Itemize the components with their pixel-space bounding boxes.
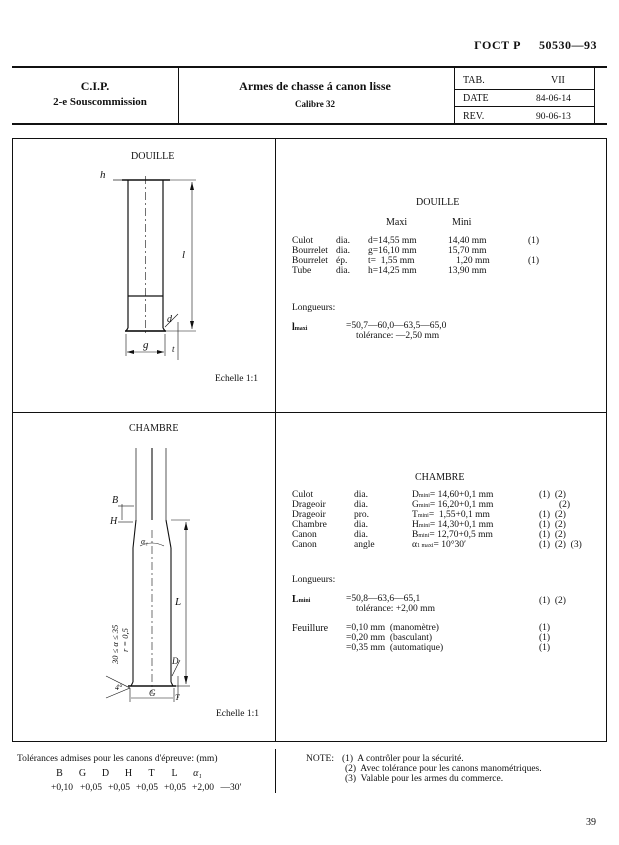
- feuillure-label: Feuillure: [292, 623, 329, 634]
- douille-row: Bourrelet ép. t= 1,55 mm 1,20 mm (1): [292, 256, 540, 266]
- bottom-divider: [275, 749, 276, 793]
- chambre-lmini-symbol: Lmini: [292, 594, 311, 605]
- douille-row: Tube dia. h=14,25 mm 13,90 mm: [292, 266, 487, 276]
- svg-text:4°: 4°: [115, 683, 123, 692]
- chambre-row: Drageoir dia. Gmini= 16,20+0,1 mm (2): [292, 500, 571, 510]
- frame-right: [606, 138, 607, 742]
- dim-h-label: h: [100, 169, 106, 181]
- title-row-rule-2: [455, 106, 595, 107]
- chambre-row: Chambre dia. Hmini= 14,30+0,1 mm (1) (2): [292, 520, 566, 530]
- rev-label: REV.: [463, 111, 485, 122]
- note-1: (1) A contrôler pour la sécurité.: [342, 754, 464, 764]
- chambre-spec-title: CHAMBRE: [415, 472, 465, 483]
- svg-text:H: H: [110, 516, 118, 527]
- tolerances-values: +0,10 +0,05 +0,05 +0,05 +0,05 +2,00 —30′: [51, 783, 242, 793]
- tab-label: TAB.: [463, 75, 485, 86]
- frame-middle: [12, 412, 607, 413]
- douille-longueurs-label: Longueurs:: [292, 303, 336, 313]
- note-2: (2) Avec tolérance pour les canons manométriques.: [345, 764, 542, 774]
- douille-spec-title: DOUILLE: [416, 197, 460, 208]
- tab-value: VII: [551, 75, 565, 86]
- douille-row: Culot dia. d=14,55 mm 14,40 mm (1): [292, 236, 540, 246]
- title-divider-2: [454, 66, 455, 124]
- svg-text:g: g: [143, 339, 149, 351]
- svg-text:T: T: [175, 693, 180, 702]
- douille-lmaxi-value: =50,7—60,0—63,5—65,0: [346, 321, 447, 331]
- frame-divider-bottom: [275, 412, 276, 741]
- org-name: C.I.P.: [80, 79, 110, 93]
- chambre-row: Drageoir pro. Tmini= 1,55+0,1 mm (1) (2): [292, 510, 566, 520]
- svg-text:t: t: [172, 344, 175, 354]
- feuillure-row: =0,20 mm (basculant) (1): [346, 633, 551, 643]
- douille-col-maxi: Maxi: [386, 217, 408, 228]
- chambre-drawing-title: CHAMBRE: [129, 423, 179, 434]
- frame-bottom: [12, 741, 607, 742]
- chambre-row: Culot dia. Dmini= 14,60+0,1 mm (1) (2): [292, 490, 566, 500]
- tolerances-title: Tolérances admises pour les canons d'épreuve: (mm): [17, 754, 218, 764]
- title-divider-3: [594, 66, 595, 124]
- douille-lmaxi-symbol: lmaxi: [292, 322, 308, 333]
- subcommission: 2-e Souscommission: [53, 96, 147, 108]
- douille-drawing: [0, 0, 276, 274]
- feuillure-row: =0,10 mm (manomètre) (1): [346, 623, 551, 633]
- chambre-longueurs-label: Longueurs:: [292, 575, 336, 585]
- svg-text:l: l: [182, 249, 186, 261]
- doc-subtitle: Calibre 32: [294, 99, 336, 109]
- chambre-scale: Echelle 1:1: [216, 709, 259, 719]
- svg-text:G: G: [149, 688, 156, 698]
- chambre-row: Canon angle α1 maxi= 10°30′ (1) (2) (3): [292, 540, 582, 550]
- douille-drawing-title: DOUILLE: [131, 151, 175, 162]
- rev-value: 90-06-13: [536, 112, 571, 122]
- svg-text:α₁: α₁: [141, 537, 148, 546]
- svg-text:L: L: [175, 596, 182, 608]
- chambre-lmini-value: =50,8—63,6—65,1: [346, 594, 421, 604]
- gost-header: [474, 38, 597, 53]
- svg-text:30 ≤ α ≤ 35: 30 ≤ α ≤ 35: [110, 624, 120, 664]
- title-row-rule-1: [455, 89, 595, 90]
- note-3: (3) Valable pour les armes du commerce.: [345, 774, 504, 784]
- svg-text:r = 0,5: r = 0,5: [120, 628, 130, 652]
- gost-number: 50530—93: [539, 38, 597, 52]
- chambre-lmini-notes: (1) (2): [539, 596, 566, 606]
- doc-title: Armes de chasse á canon lisse: [239, 79, 391, 93]
- date-label: DATE: [463, 93, 489, 104]
- douille-lmaxi-tolerance: tolérance: —2,50 mm: [356, 331, 440, 341]
- douille-row: Bourrelet dia. g=16,10 mm 15,70 mm: [292, 246, 487, 256]
- svg-text:D: D: [172, 656, 179, 666]
- tolerances-symbols: B G D H T L α₁: [56, 768, 202, 779]
- chambre-lmini-tolerance: tolérance: +2,00 mm: [356, 604, 435, 614]
- notes-label: NOTE:: [306, 754, 334, 764]
- svg-text:d: d: [167, 314, 172, 325]
- gost-label: ГОСТ Р: [474, 38, 521, 52]
- page-number: 39: [586, 817, 596, 828]
- douille-col-mini: Mini: [452, 217, 472, 228]
- douille-scale: Echelle 1:1: [215, 374, 258, 384]
- feuillure-row: =0,35 mm (automatique) (1): [346, 643, 551, 653]
- svg-text:B: B: [112, 495, 119, 506]
- date-value: 84-06-14: [536, 94, 571, 104]
- chambre-row: Canon dia. Bmini= 12,70+0,5 mm (1) (2): [292, 530, 566, 540]
